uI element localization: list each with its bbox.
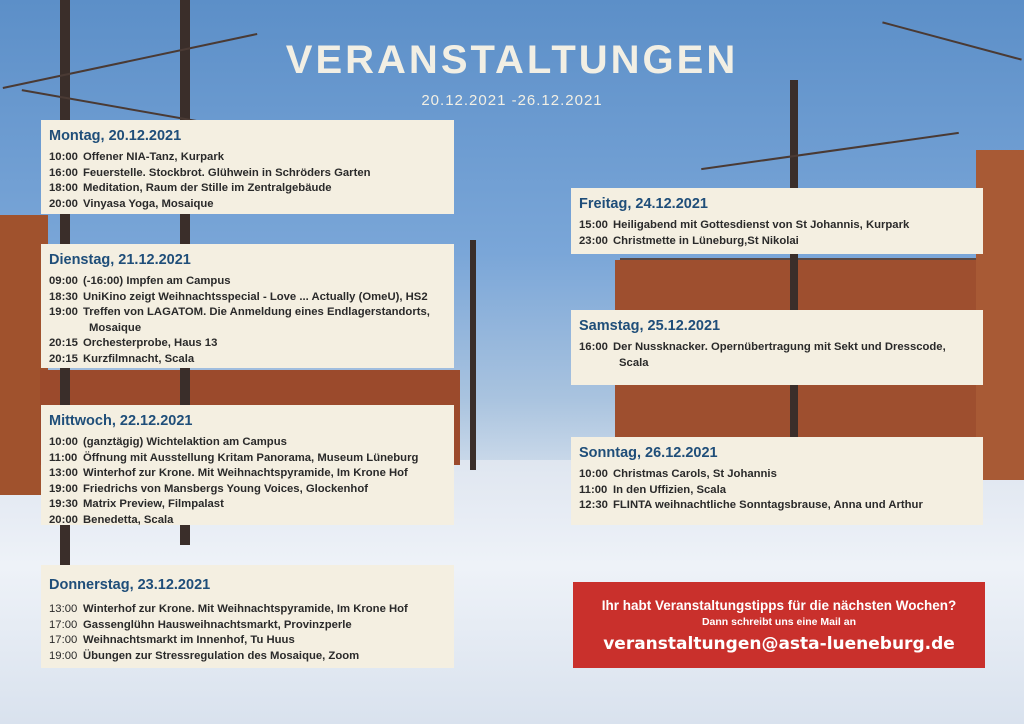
event-text: Kurzfilmnacht, Scala bbox=[83, 352, 195, 365]
event-time: 11:00 bbox=[49, 451, 78, 464]
event-text: Öffnung mit Ausstellung Kritam Panorama, Museum Lüneburg bbox=[83, 451, 419, 464]
event-time: 17:00 bbox=[49, 634, 78, 647]
cta-subline: Dann schreibt uns eine Mail an bbox=[701, 616, 857, 628]
event-time bbox=[585, 356, 619, 372]
event-time: 19:00 bbox=[49, 482, 78, 495]
event-time: 16:00 bbox=[579, 341, 608, 353]
event-text: Matrix Preview, Filmpalast bbox=[83, 498, 224, 511]
event-text: In den Uffizien, Scala bbox=[613, 483, 726, 496]
event-row bbox=[579, 498, 975, 514]
event-row bbox=[49, 352, 446, 368]
event-time: 18:30 bbox=[49, 290, 78, 303]
event-text: Winterhof zur Krone. Mit Weihnachtspyramide, Im Krone Hof bbox=[83, 467, 408, 480]
event-text: Christmette in Lüneburg,St Nikolai bbox=[613, 234, 799, 247]
event-row bbox=[579, 340, 975, 356]
event-text: Friedrichs von Mansbergs Young Voices, Glockenhof bbox=[83, 482, 368, 495]
day-card-monday bbox=[41, 120, 454, 214]
event-row bbox=[49, 513, 446, 529]
event-row bbox=[49, 602, 446, 618]
event-time: 19:00 bbox=[49, 649, 78, 662]
tree-branch bbox=[701, 132, 959, 170]
event-time: 12:30 bbox=[579, 499, 608, 512]
event-time: 18:00 bbox=[49, 182, 78, 195]
day-card-sunday bbox=[571, 437, 983, 525]
event-row bbox=[49, 181, 446, 197]
page-title: VERANSTALTUNGEN bbox=[285, 38, 739, 82]
event-row bbox=[49, 618, 446, 634]
event-time: 19:00 bbox=[49, 306, 78, 319]
day-heading: Dienstag, 21.12.2021 bbox=[49, 252, 191, 268]
event-row bbox=[49, 321, 446, 337]
day-heading: Donnerstag, 23.12.2021 bbox=[49, 577, 211, 593]
event-row bbox=[49, 305, 446, 321]
event-text: Der Nussknacker. Opernübertragung mit Sekt und Dresscode, bbox=[613, 341, 946, 353]
day-heading: Samstag, 25.12.2021 bbox=[579, 318, 721, 334]
event-row bbox=[49, 274, 446, 290]
event-row bbox=[49, 290, 446, 306]
event-text: Feuerstelle. Stockbrot. Glühwein in Schröders Garten bbox=[83, 166, 371, 179]
event-time bbox=[55, 321, 89, 337]
event-row bbox=[579, 467, 975, 483]
day-heading: Freitag, 24.12.2021 bbox=[579, 196, 708, 212]
event-time: 20:00 bbox=[49, 197, 78, 210]
event-text: Mosaique bbox=[89, 321, 142, 334]
event-text: Vinyasa Yoga, Mosaique bbox=[83, 197, 214, 210]
event-text: (ganztägig) Wichtelaktion am Campus bbox=[83, 436, 287, 448]
event-text: Weihnachtsmarkt im Innenhof, Tu Huus bbox=[83, 634, 295, 647]
event-text: Heiligabend mit Gottesdienst von St Johannis, Kurpark bbox=[613, 219, 910, 231]
day-heading: Montag, 20.12.2021 bbox=[49, 128, 182, 144]
event-time: 17:00 bbox=[49, 618, 78, 631]
event-time: 09:00 bbox=[49, 275, 78, 287]
event-text: UniKino zeigt Weihnachtsspecial - Love ... Actually (OmeU), HS2 bbox=[83, 290, 428, 303]
day-heading: Sonntag, 26.12.2021 bbox=[579, 445, 718, 461]
event-time: 20:15 bbox=[49, 352, 78, 365]
event-row bbox=[49, 336, 446, 352]
event-row bbox=[579, 234, 975, 250]
cta-question: Ihr habt Veranstaltungstipps für die nächsten Wochen? bbox=[601, 598, 957, 613]
cta-email-link[interactable]: veranstaltungen@asta-lueneburg.de bbox=[603, 634, 955, 654]
tree-trunk bbox=[790, 80, 798, 480]
event-text: Offener NIA-Tanz, Kurpark bbox=[83, 151, 225, 163]
event-row bbox=[49, 150, 446, 166]
tree-trunk bbox=[470, 240, 476, 470]
building-right bbox=[976, 150, 1024, 480]
event-row bbox=[579, 356, 975, 372]
event-time: 10:00 bbox=[49, 436, 78, 448]
event-row bbox=[49, 435, 446, 451]
event-time: 13:00 bbox=[49, 603, 78, 615]
event-time: 15:00 bbox=[579, 219, 608, 231]
event-time: 20:15 bbox=[49, 337, 78, 350]
date-range: 20.12.2021 -26.12.2021 bbox=[421, 92, 603, 109]
event-time: 20:00 bbox=[49, 513, 78, 526]
event-time: 23:00 bbox=[579, 234, 608, 247]
event-time: 13:00 bbox=[49, 467, 78, 480]
event-time: 10:00 bbox=[579, 468, 608, 480]
day-card-saturday bbox=[571, 310, 983, 385]
event-text: (-16:00) Impfen am Campus bbox=[83, 275, 231, 287]
event-text: Orchesterprobe, Haus 13 bbox=[83, 337, 218, 350]
event-time: 19:30 bbox=[49, 498, 78, 511]
day-card-wednesday bbox=[41, 405, 454, 525]
event-row bbox=[579, 483, 975, 499]
day-heading: Mittwoch, 22.12.2021 bbox=[49, 413, 193, 429]
contact-banner bbox=[573, 582, 985, 668]
event-text: Christmas Carols, St Johannis bbox=[613, 468, 777, 480]
event-text: Scala bbox=[619, 356, 649, 369]
event-time: 10:00 bbox=[49, 151, 78, 163]
event-text: Übungen zur Stressregulation des Mosaique, Zoom bbox=[83, 649, 360, 662]
event-row bbox=[49, 466, 446, 482]
day-card-thursday bbox=[41, 565, 454, 668]
event-text: Treffen von LAGATOM. Die Anmeldung eines Endlagerstandorts, bbox=[83, 306, 430, 319]
event-row bbox=[49, 633, 446, 649]
event-row bbox=[49, 166, 446, 182]
event-text: Meditation, Raum der Stille im Zentralgebäude bbox=[83, 182, 332, 195]
event-row bbox=[49, 649, 446, 665]
event-row bbox=[579, 218, 975, 234]
day-card-tuesday bbox=[41, 244, 454, 368]
event-time: 16:00 bbox=[49, 166, 78, 179]
event-time: 11:00 bbox=[579, 483, 608, 496]
event-text: FLINTA weihnachtliche Sonntagsbrause, Anna und Arthur bbox=[613, 499, 923, 512]
day-card-friday bbox=[571, 188, 983, 254]
event-row bbox=[49, 451, 446, 467]
event-text: Winterhof zur Krone. Mit Weihnachtspyramide, Im Krone Hof bbox=[83, 603, 408, 615]
event-row bbox=[49, 497, 446, 513]
event-text: Gassenglühn Hausweihnachtsmarkt, Provinzperle bbox=[83, 618, 352, 631]
event-row bbox=[49, 197, 446, 213]
event-text: Benedetta, Scala bbox=[83, 513, 174, 526]
event-row bbox=[49, 482, 446, 498]
